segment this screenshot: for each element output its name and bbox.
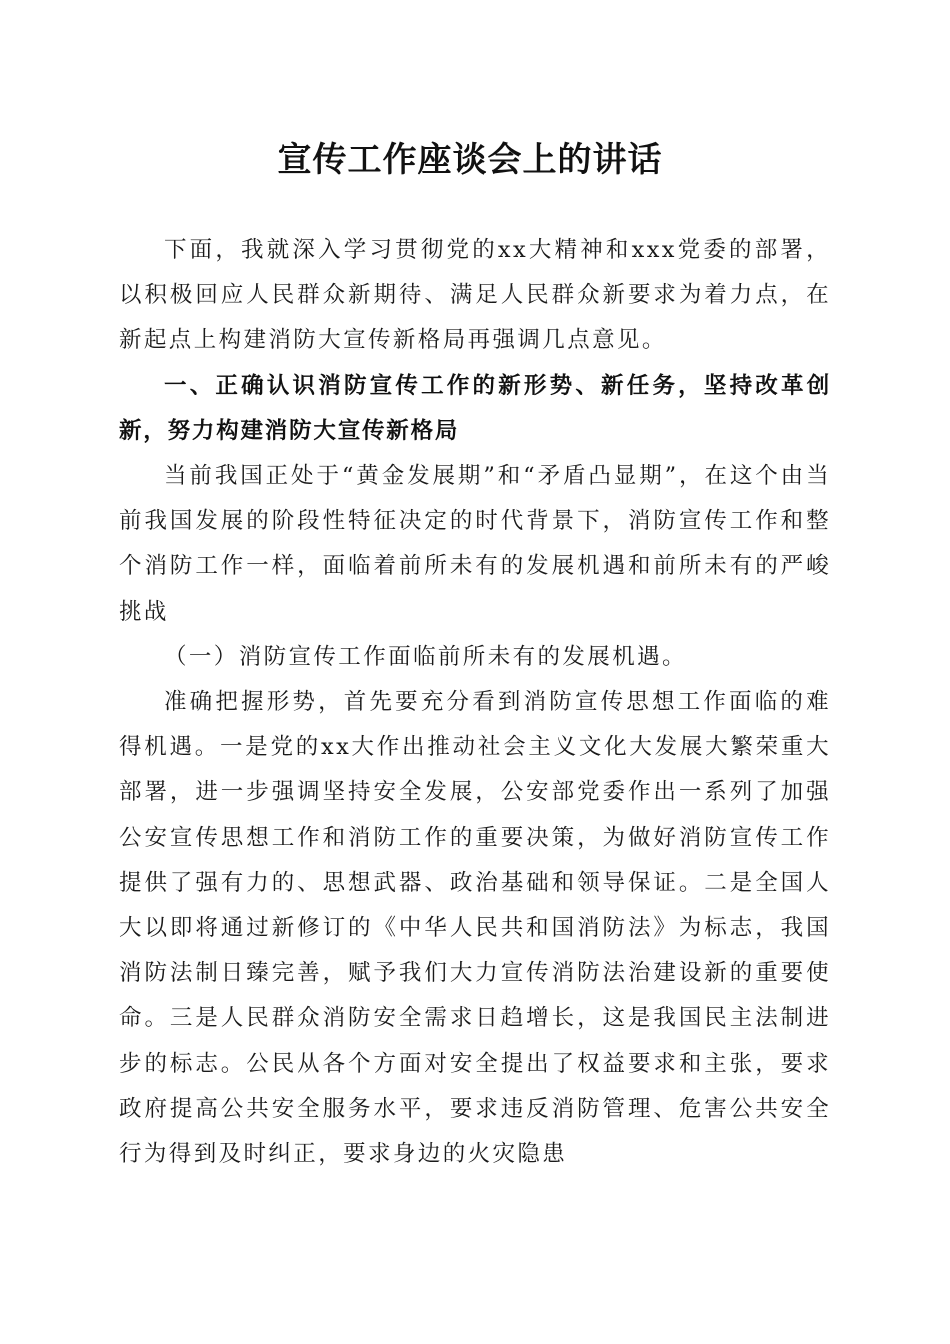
intro-paragraph: 下面，我就深入学习贯彻党的xx大精神和xxx党委的部署，以积极回应人民群众新期待、满足人民群众新要求为着力点，在新起点上构建消防大宣传新格局再强调几点意见。 (119, 237, 831, 354)
subsection-heading-1: （一）消防宣传工作面临前所未有的发展机遇。 (164, 643, 687, 670)
situation-paragraph: 当前我国正处于“黄金发展期”和“矛盾凸显期”，在这个由当前我国发展的阶段性特征决定的时代背景下，消防宣传工作和整个消防工作一样，面临着前所未有的发展机遇和前所未有的严峻挑战 (119, 463, 831, 625)
document-title: 宣传工作座谈会上的讲话 (277, 140, 663, 180)
opportunity-paragraph: 准确把握形势，首先要充分看到消防宣传思想工作面临的难得机遇。一是党的xx大作出推动社会主义文化大发展大繁荣重大部署，进一步强调坚持安全发展，公安部党委作出一系列了加强公安宣传思想工作和消防工作的重要决策，为做好消防宣传工作提供了强有力的、思想武器、政治基础和领导保证。二是全国人大以即将通过新修订的《中华人民共和国消防法》为标志，我国消防法制日臻完善，赋予我们大力宣传消防法治建设新的重要使命。三是人民群众消防安全需求日趋增长，这是我国民主法制进步的标志。公民从各个方面对安全提出了权益要求和主张，要求政府提高公共安全服务水平，要求违反消防管理、危害公共安全行为得到及时纠正，要求身边的火灾隐患 (119, 689, 831, 1168)
section-heading-1: 一、正确认识消防宣传工作的新形势、新任务，坚持改革创新，努力构建消防大宣传新格局 (119, 372, 831, 444)
document-body (119, 228, 831, 1177)
